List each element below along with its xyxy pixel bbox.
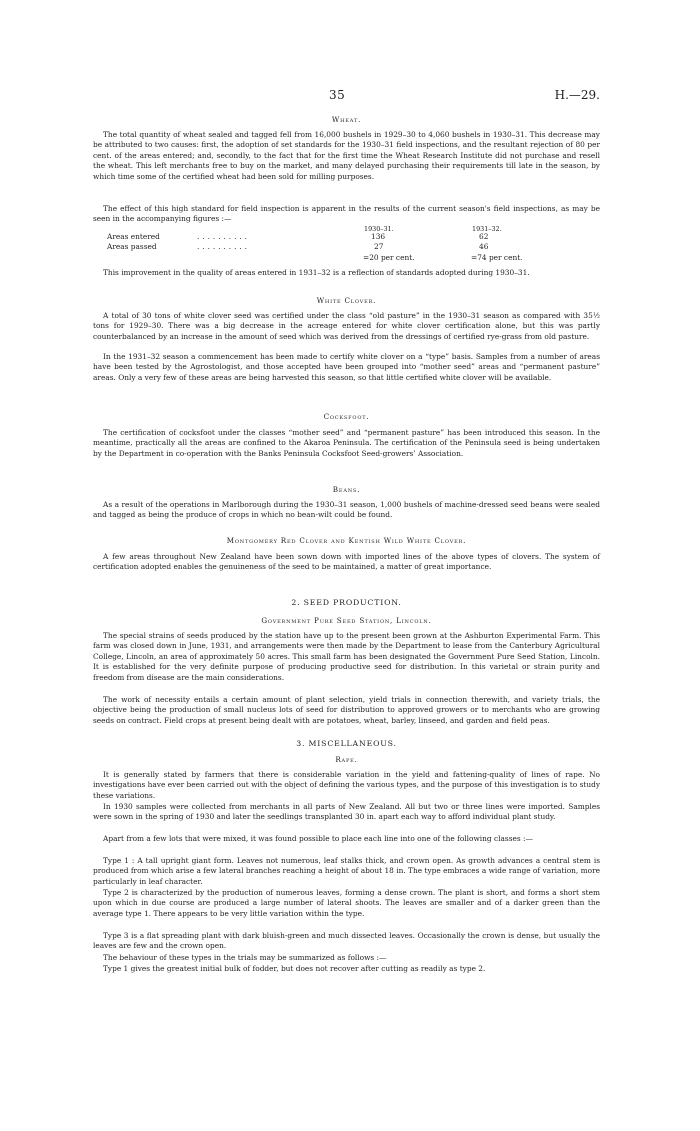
rape-type-2-paragraph <box>93 888 600 919</box>
rape-type-3-paragraph <box>93 931 600 952</box>
rape-behaviour-paragraph-text: The behaviour of these types in the trials may be summarized as follows :— <box>103 953 387 962</box>
montgomery-heading: Montgomery Red Clover and Kentish Wild White Clover. <box>226 536 467 545</box>
beans-heading: Beans. <box>332 485 361 494</box>
table-cell-1931: 62 <box>479 232 489 241</box>
beans-paragraph-text: As a result of the operations in Marlborough during the 1930–31 season, 1,000 bushels of machine-dressed seed beans were sealed and tagged as being the produce of crops in which no bean-wilt could be found. <box>93 500 600 520</box>
table-row-label: Areas passed <box>107 242 157 252</box>
white-clover-paragraph-1 <box>93 311 600 342</box>
wheat-paragraph-2-text: The effect of this high standard for field inspection is apparent in the results of the current season's field inspections, as may be seen in the accompanying figures :— <box>93 204 600 224</box>
table-row-entered <box>93 232 600 242</box>
table-row-leaders: . . . . . . . . . . <box>197 232 248 241</box>
table-row-percent <box>93 253 600 263</box>
beans-paragraph <box>93 500 600 521</box>
rape-paragraph-3 <box>93 834 600 844</box>
rape-type-1-paragraph <box>93 856 600 887</box>
cocksfoot-paragraph-text: The certification of cocksfoot under the classes “mother seed” and “permanent pasture” has been introduced this season. In the meantime, practically all the areas are confined to the Akaroa Peninsula. The certification of the Peninsula seed is being undertaken by the Department in co-operation with the Banks Peninsula Cocksfoot Seed-growers’ Association. <box>93 428 600 458</box>
rape-paragraph-1 <box>93 770 600 801</box>
page-number: 35 <box>329 88 346 102</box>
seed-production-paragraph-1 <box>93 631 600 683</box>
rape-heading: Rape. <box>335 755 358 764</box>
table-col-header-1930: 1930–31. <box>364 225 394 233</box>
seed-production-paragraph-1-text: The special strains of seeds produced by the station have up to the present been grown at the Ashburton Experimental Farm. This farm was closed down in June, 1931, and arrangements were then made by the Department to lease from the Canterbury Agricultural College, Lincoln, an area of approximately 50 acres. This small farm has been designated the Government Pure Seed Station, Lincoln. It is established for the very definite purpose of producing productive seed for distribution. In this varietal or strain purity and freedom from disease are the main considerations. <box>93 631 600 682</box>
table-cell-pct-1930: =20 per cent. <box>363 252 415 262</box>
rape-paragraph-1-text: It is generally stated by farmers that there is considerable variation in the yield and fattening-quality of lines of rape. No investigations have ever been carried out with the object of defining the various types, and the purpose of this investigation is to study these variations. <box>93 770 600 800</box>
wheat-paragraph-3-text: This improvement in the quality of areas entered in 1931–32 is a reflection of standards adopted during 1930–31. <box>103 268 530 277</box>
rape-paragraph-2 <box>93 802 600 823</box>
rape-type-2-paragraph-text: Type 2 is characterized by the production of numerous leaves, forming a dense crown. The plant is short, and forms a short stem upon which in due course are produced a large number of lateral shoots. The leaves are smaller and of a darker green than the average type 1. There appears to be very little variation within the type. <box>93 888 600 918</box>
rape-behaviour-paragraph <box>93 953 600 963</box>
white-clover-paragraph-2-text: In the 1931–32 season a commencement has been made to certify white clover on a “type” basis. Samples from a number of areas have been tested by the Agrostologist, and those accepted have been grouped into “mother seed” areas and “permanent pasture” areas. Only a very few of these areas are being harvested this season, so that little certified white clover will be available. <box>93 352 600 382</box>
rape-type-3-paragraph-text: Type 3 is a flat spreading plant with dark bluish-green and much dissected leaves. Occasionally the crown is dense, but usually the leaves are few and the crown open. <box>93 931 600 951</box>
rape-type-1-behaviour-paragraph-text: Type 1 gives the greatest initial bulk of fodder, but does not recover after cutting as readily as type 2. <box>103 964 486 973</box>
wheat-heading: Wheat. <box>331 115 362 124</box>
table-cell-pct-1931: =74 per cent. <box>471 252 523 262</box>
page-header <box>93 88 600 104</box>
table-col-header-1931: 1931–32. <box>472 225 502 233</box>
rape-type-1-paragraph-text: Type 1 : A tall upright giant form. Leaves not numerous, leaf stalks thick, and crown open. As growth advances a central stem is produced from which arise a few lateral branches reaching a height of about 18 in. The type embraces a wide range of variation, more particularly in leaf character. <box>93 856 600 886</box>
cocksfoot-paragraph <box>93 428 600 459</box>
pure-seed-station-heading: Government Pure Seed Station, Lincoln. <box>261 616 432 625</box>
montgomery-paragraph-text: A few areas throughout New Zealand have been sown down with imported lines of the above types of clovers. The system of certification adopted enables the genuineness of the seed to be maintained, a matter of great importance. <box>93 552 600 572</box>
table-row-passed <box>93 242 600 252</box>
seed-production-heading: 2. SEED PRODUCTION. <box>291 598 402 607</box>
wheat-paragraph-2 <box>93 204 600 225</box>
miscellaneous-heading: 3. MISCELLANEOUS. <box>296 739 397 748</box>
montgomery-paragraph <box>93 552 600 573</box>
table-row-label: Areas entered <box>107 232 160 241</box>
wheat-inspection-table <box>93 224 600 263</box>
wheat-paragraph-1 <box>93 130 600 182</box>
cocksfoot-heading: Cocksfoot. <box>323 412 370 421</box>
rape-paragraph-2-text: In 1930 samples were collected from merchants in all parts of New Zealand. All but two or three lines were imported. Samples were sown in the spring of 1930 and later the seedlings transplanted 30 in. apart each way to afford individual plant study. <box>93 802 600 822</box>
table-cell-1931: 46 <box>479 242 489 252</box>
rape-paragraph-3-text: Apart from a few lots that were mixed, it was found possible to place each line into one of the following classes :— <box>103 834 533 843</box>
rape-type-1-behaviour-paragraph <box>93 964 600 974</box>
seed-production-paragraph-2-text: The work of necessity entails a certain amount of plant selection, yield trials in connection therewith, and variety trials, the objective being the production of small nucleus lots of seed for distribution to approved growers or to merchants who are growing seeds on contract. Field crops at present being dealt with are potatoes, wheat, barley, linseed, and garden and field peas. <box>93 695 600 725</box>
table-cell-1930: 27 <box>374 242 384 252</box>
wheat-paragraph-3 <box>93 268 600 278</box>
white-clover-paragraph-1-text: A total of 30 tons of white clover seed was certified under the class “old pasture” in the 1930–31 season as compared with 35½ tons for 1929–30. There was a big decrease in the acreage entered for white clover certification alone, but this was partly counterbalanced by an increase in the amount of seed which was derived from the dressings of certified rye-grass from old pasture. <box>93 311 600 341</box>
table-cell-1930: 136 <box>371 232 386 241</box>
table-row-leaders: . . . . . . . . . . <box>197 242 248 252</box>
white-clover-heading: White Clover. <box>316 296 377 305</box>
wheat-paragraph-1-text: The total quantity of wheat sealed and tagged fell from 16,000 bushels in 1929–30 to 4,060 bushels in 1930–31. This decrease may be attributed to two causes: first, the adoption of set standards for the 1930–31 field inspections, and the resultant rejection of 80 per cent. of the areas entered; and, secondly, to the fact that for the first time the Wheat Research Institute did not purchase and resell the wheat. This left merchants free to buy on the market, and many delayed purchasing their requirements till late in the season, by which time some of the certified wheat had been sold for milling purposes. <box>93 130 600 181</box>
seed-production-paragraph-2 <box>93 695 600 726</box>
document-reference: H.—29. <box>554 88 600 102</box>
white-clover-paragraph-2 <box>93 352 600 383</box>
